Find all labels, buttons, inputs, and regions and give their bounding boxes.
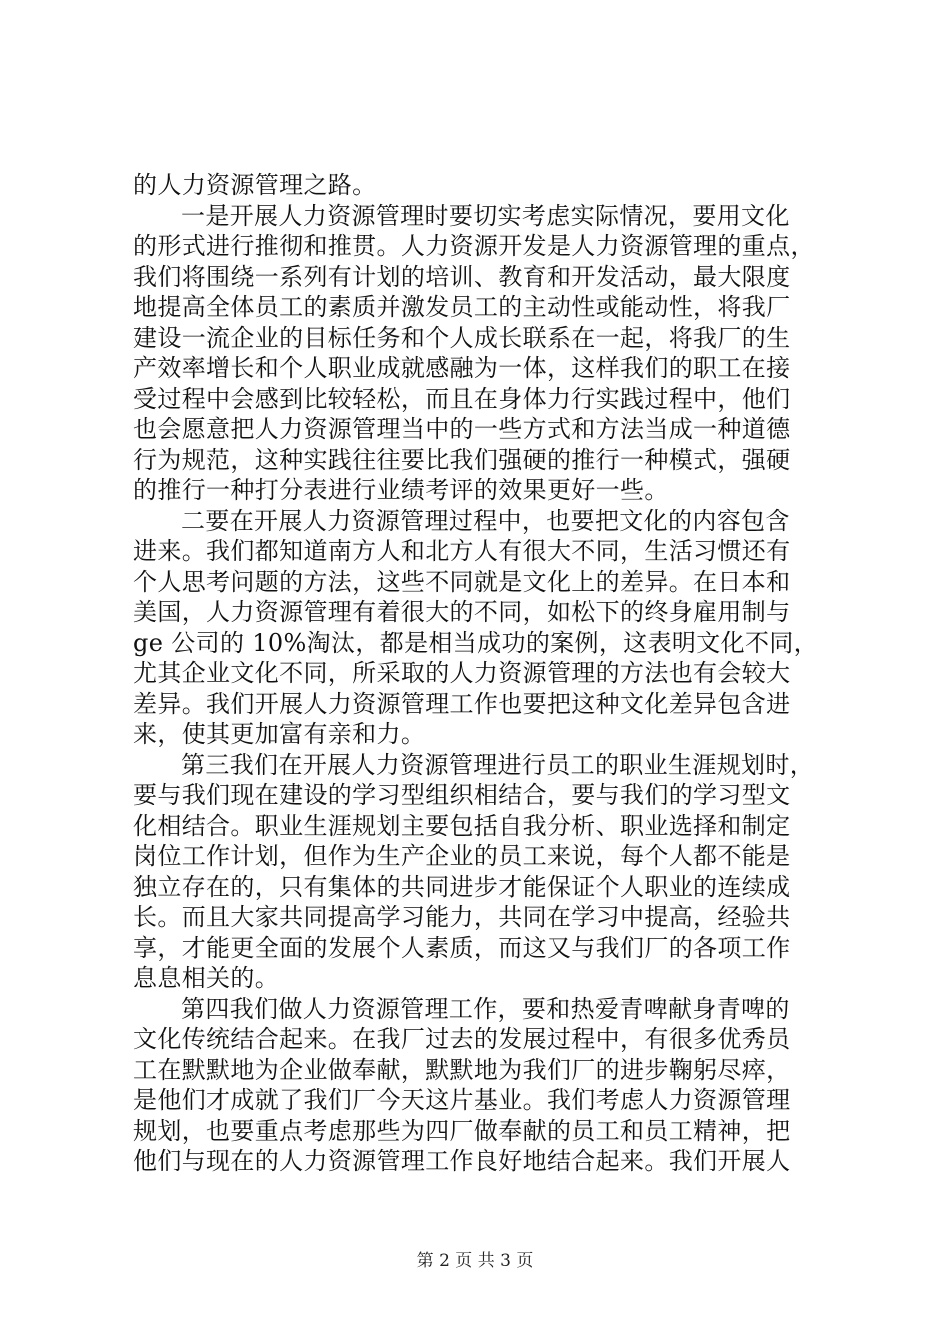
page-footer: 第 2 页 共 3 页 — [416, 1251, 534, 1271]
text-line: 的形式进行推彻和推贯。人力资源开发是人力资源管理的重点， — [133, 232, 815, 260]
text-line: 来，使其更加富有亲和力。 — [133, 720, 426, 748]
text-line: 产效率增长和个人职业成就感融为一体，这样我们的职工在接 — [133, 354, 791, 382]
text-line: 化相结合。职业生涯规划主要包括自我分析、职业选择和制定 — [133, 811, 791, 840]
paragraph-first-line: 第三我们在开展人力资源管理进行员工的职业生涯规划时， — [181, 750, 815, 779]
text-line: 差异。我们开展人力资源管理工作也要把这种文化差异包含进 — [133, 689, 791, 718]
text-line: ge 公司的 10%淘汰，都是相当成功的案例，这表明文化不同， — [133, 628, 819, 657]
text-line: 享，才能更全面的发展个人素质，而这又与我们厂的各项工作 — [133, 933, 791, 962]
text-line: 也会愿意把人力资源管理当中的一些方式和方法当成一种道德 — [133, 415, 791, 443]
text-line: 规划，也要重点考虑那些为四厂做奉献的员工和员工精神，把 — [133, 1116, 791, 1145]
text-line: 文化传统结合起来。在我厂过去的发展过程中，有很多优秀员 — [133, 1025, 791, 1053]
text-line: 要与我们现在建设的学习型组织相结合，要与我们的学习型文 — [133, 781, 791, 809]
text-line: 受过程中会感到比较轻松，而且在身体力行实践过程中，他们 — [133, 384, 791, 413]
text-line: 的推行一种打分表进行业绩考评的效果更好一些。 — [133, 476, 669, 504]
text-line: 地提高全体员工的素质并激发员工的主动性或能动性，将我厂 — [133, 293, 791, 321]
text-line: 进来。我们都知道南方人和北方人有很大不同，生活习惯还有 — [133, 537, 791, 565]
text-line: 我们将围绕一系列有计划的培训、教育和开发活动，最大限度 — [133, 262, 791, 291]
text-line: 的人力资源管理之路。 — [133, 171, 377, 199]
text-line: 是他们才成就了我们厂今天这片基业。我们考虑人力资源管理 — [133, 1086, 791, 1114]
text-line: 岗位工作计划，但作为生产企业的员工来说，每个人都不能是 — [133, 842, 791, 870]
paragraph-first-line: 一是开展人力资源管理时要切实考虑实际情况，要用文化 — [181, 201, 790, 230]
text-line: 行为规范，这种实践往往要比我们强硬的推行一种模式，强硬 — [133, 445, 791, 474]
text-line: 建设一流企业的目标任务和个人成长联系在一起，将我厂的生 — [133, 323, 791, 352]
text-line: 长。而且大家共同提高学习能力，共同在学习中提高，经验共 — [133, 903, 791, 931]
text-line: 美国，人力资源管理有着很大的不同，如松下的终身雇用制与 — [133, 598, 791, 626]
document-body — [133, 170, 833, 1177]
text-line: 工在默默地为企业做奉献，默默地为我们厂的进步鞠躬尽瘁， — [133, 1055, 791, 1084]
text-line: 独立存在的，只有集体的共同进步才能保证个人职业的连续成 — [133, 872, 791, 901]
paragraph-first-line: 二要在开展人力资源管理过程中，也要把文化的内容包含 — [181, 506, 790, 535]
text-line: 息息相关的。 — [133, 964, 280, 992]
text-line: 尤其企业文化不同，所采取的人力资源管理的方法也有会较大 — [133, 659, 791, 687]
text-line: 他们与现在的人力资源管理工作良好地结合起来。我们开展人 — [133, 1147, 791, 1175]
paragraph-first-line: 第四我们做人力资源管理工作，要和热爱青啤献身青啤的 — [181, 994, 790, 1023]
text-line: 个人思考问题的方法，这些不同就是文化上的差异。在日本和 — [133, 567, 791, 596]
